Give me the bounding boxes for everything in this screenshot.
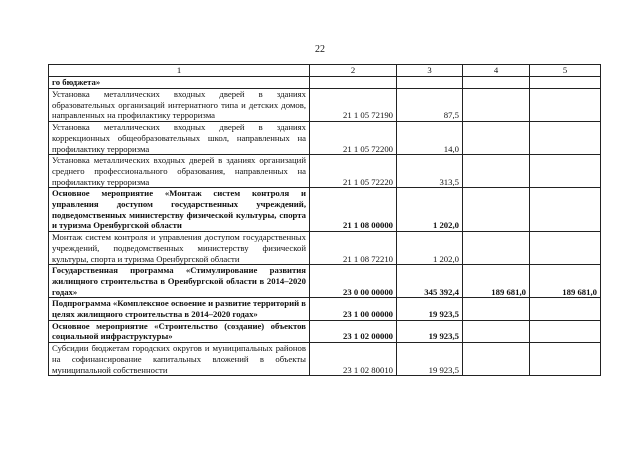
- row-code-cell: 23 1 02 80010: [310, 343, 397, 376]
- table-row: [49, 232, 601, 265]
- table-row: [49, 77, 601, 89]
- row-value-cell: [463, 89, 530, 122]
- row-value-cell: 19 923,5: [397, 343, 463, 376]
- row-code-cell: 23 1 00 00000: [310, 298, 397, 320]
- row-code-cell: 23 1 02 00000: [310, 320, 397, 342]
- row-value-cell: [530, 232, 601, 265]
- row-value-cell: [530, 122, 601, 155]
- row-value-cell: 189 681,0: [463, 265, 530, 298]
- row-name-cell: Основное мероприятие «Строительство (создание) объектов социальной инфраструктуры»: [49, 320, 310, 342]
- row-value-cell: [463, 188, 530, 232]
- row-name-cell: Монтаж систем контроля и управления доступом государственных учреждений, подведомственных министерству физической культуры, спорта и туризма Оренбургской области: [49, 232, 310, 265]
- row-name-cell: Подпрограмма «Комплексное освоение и развитие территорий в целях жилищного строительства в 2014–2020 годах»: [49, 298, 310, 320]
- table-row: [49, 298, 601, 320]
- row-value-cell: 87,5: [397, 89, 463, 122]
- row-value-cell: 189 681,0: [530, 265, 601, 298]
- row-code-cell: 21 1 05 72190: [310, 89, 397, 122]
- row-value-cell: 345 392,4: [397, 265, 463, 298]
- row-value-cell: [530, 155, 601, 188]
- table-row: [49, 122, 601, 155]
- row-code-cell: 21 1 08 00000: [310, 188, 397, 232]
- row-value-cell: 19 923,5: [397, 320, 463, 342]
- row-name-cell: Основное мероприятие «Монтаж систем контроля и управления доступом государственных учреждений, подведомственных министерству физической культуры, спорта и туризма Оренбургской области: [49, 188, 310, 232]
- table-row: [49, 155, 601, 188]
- column-number-5: 5: [530, 65, 601, 77]
- table-row: [49, 89, 601, 122]
- row-name-cell: Установка металлических входных дверей в зданиях коррекционных общеобразовательных школ, направленных на профилактику терроризма: [49, 122, 310, 155]
- row-value-cell: [463, 343, 530, 376]
- row-name-cell: го бюджета»: [49, 77, 310, 89]
- table-header-row: [49, 65, 601, 77]
- row-name-cell: Установка металлических входных дверей в зданиях образовательных организаций интернатного типа и детских домов, направленных на профилактику терроризма: [49, 89, 310, 122]
- row-value-cell: 313,5: [397, 155, 463, 188]
- row-value-cell: [463, 298, 530, 320]
- row-value-cell: [397, 77, 463, 89]
- table-row: [49, 343, 601, 376]
- table-row: [49, 320, 601, 342]
- row-value-cell: [530, 77, 601, 89]
- row-name-cell: Установка металлических входных дверей в зданиях организаций среднего профессионального образования, направленных на профилактику терроризма: [49, 155, 310, 188]
- row-value-cell: [463, 320, 530, 342]
- row-name-cell: Государственная программа «Стимулирование развития жилищного строительства в Оренбургской области в 2014–2020 годах»: [49, 265, 310, 298]
- row-value-cell: [530, 320, 601, 342]
- row-code-cell: 21 1 08 72210: [310, 232, 397, 265]
- row-value-cell: [463, 77, 530, 89]
- row-value-cell: [530, 89, 601, 122]
- row-value-cell: [530, 343, 601, 376]
- row-value-cell: [530, 188, 601, 232]
- row-value-cell: [463, 155, 530, 188]
- column-number-2: 2: [310, 65, 397, 77]
- row-code-cell: 21 1 05 72220: [310, 155, 397, 188]
- row-value-cell: [530, 298, 601, 320]
- row-code-cell: 23 0 00 00000: [310, 265, 397, 298]
- column-number-1: 1: [49, 65, 310, 77]
- row-value-cell: [463, 122, 530, 155]
- row-value-cell: 1 202,0: [397, 188, 463, 232]
- page-number: 22: [315, 44, 325, 55]
- table-row: [49, 188, 601, 232]
- row-value-cell: [463, 232, 530, 265]
- table-row: [49, 265, 601, 298]
- budget-table: [48, 64, 601, 376]
- row-value-cell: 1 202,0: [397, 232, 463, 265]
- column-number-4: 4: [463, 65, 530, 77]
- row-code-cell: 21 1 05 72200: [310, 122, 397, 155]
- row-name-cell: Субсидии бюджетам городских округов и муниципальных районов на софинансирование капитальных вложений в объекты муниципальной собственности: [49, 343, 310, 376]
- column-number-3: 3: [397, 65, 463, 77]
- row-value-cell: 14,0: [397, 122, 463, 155]
- row-value-cell: 19 923,5: [397, 298, 463, 320]
- row-code-cell: [310, 77, 397, 89]
